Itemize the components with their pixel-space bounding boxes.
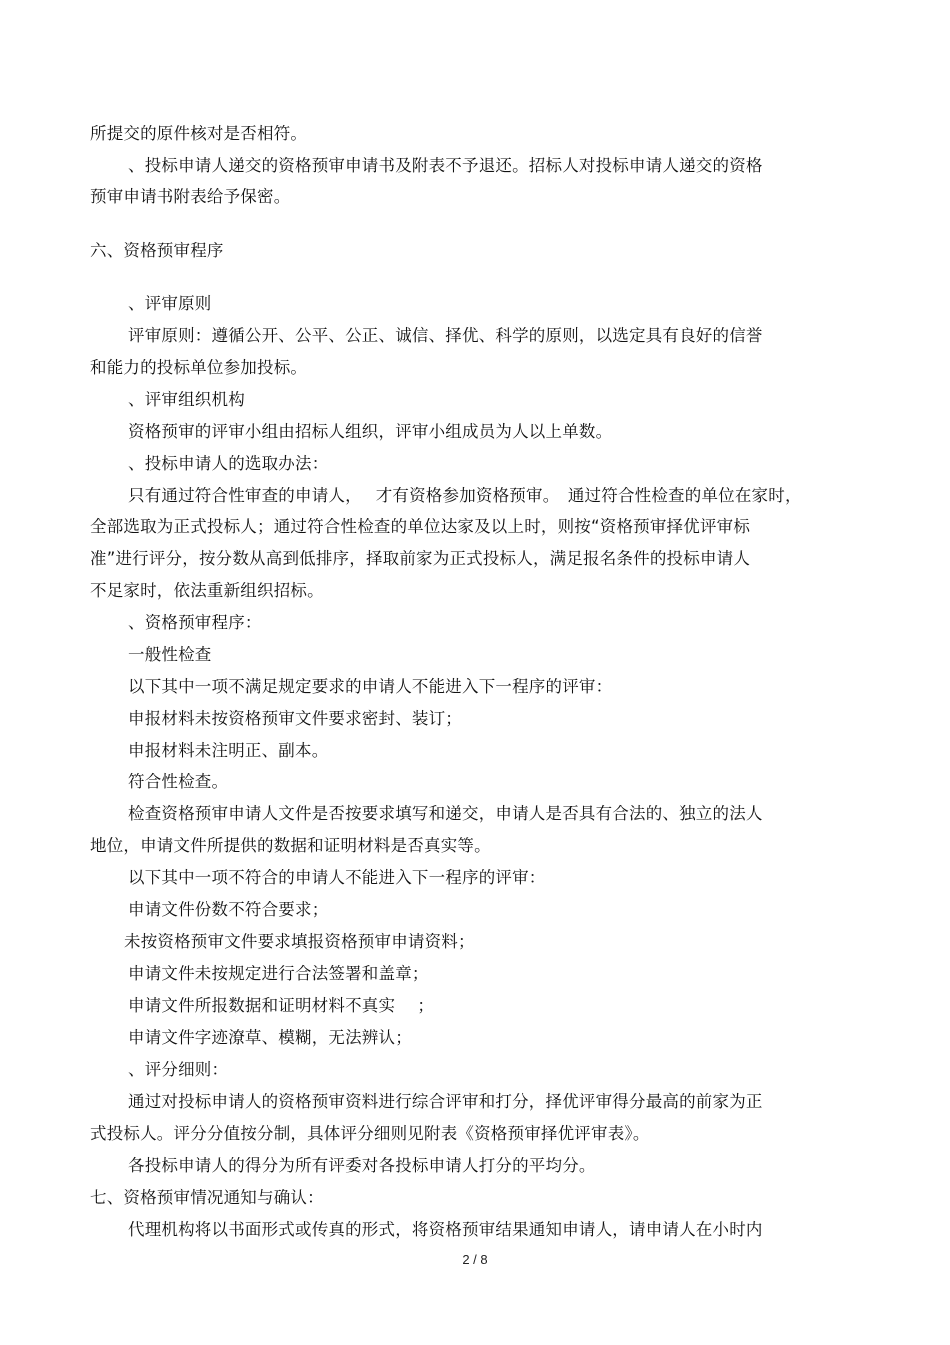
text-line: 一般性检查 [128,645,212,664]
text-line: 评审原则：遵循公开、公平、公正、诚信、择优、科学的原则，以选定具有良好的信誉 [128,326,763,345]
text-line: 只有通过符合性审查的申请人， 才有资格参加资格预审。 通过符合性检查的单位在家时， [128,486,802,505]
text-line: 所提交的原件核对是否相符。 [90,124,308,143]
text-line: 准”进行评分，按分数从高到低排序，择取前家为正式投标人，满足报名条件的投标申请人 [90,549,751,568]
text-line: 预审申请书附表给予保密。 [90,187,291,206]
text-line: 检查资格预审申请人文件是否按要求填写和递交，申请人是否具有合法的、独立的法人 [128,804,763,823]
text-line: 申请文件字迹潦草、模糊，无法辨认； [128,1028,412,1047]
page-number: 2 / 8 [462,1252,488,1267]
text-line: 各投标申请人的得分为所有评委对各投标申请人打分的平均分。 [128,1156,596,1175]
text-line: 和能力的投标单位参加投标。 [90,358,308,377]
text-line: 申请文件份数不符合要求； [128,900,329,919]
text-line: 申请文件未按规定进行合法签署和盖章； [128,964,429,983]
text-line: 不足家时，依法重新组织招标。 [90,581,324,600]
section-heading: 六、资格预审程序 [90,241,224,260]
text-line: 通过对投标申请人的资格预审资料进行综合评审和打分，择优评审得分最高的前家为正 [128,1092,763,1111]
section-heading: 七、资格预审情况通知与确认： [90,1188,324,1207]
text-line: 全部选取为正式投标人；通过符合性检查的单位达家及以上时，则按“资格预审择优评审标 [90,517,751,536]
text-line: 以下其中一项不符合的申请人不能进入下一程序的评审： [128,868,546,887]
text-line: 申报材料未注明正、副本。 [128,741,329,760]
text-line: 申报材料未按资格预审文件要求密封、装订； [128,709,462,728]
text-line: 资格预审的评审小组由招标人组织，评审小组成员为人以上单数。 [128,422,613,441]
subheading: 、评审原则 [128,294,212,313]
subheading: 、评分细则： [128,1060,229,1079]
text-line: 申请文件所报数据和证明材料不真实 ； [128,996,435,1015]
subheading: 、资格预审程序： [128,613,262,632]
text-line: 未按资格预审文件要求填报资格预审申请资料； [124,932,475,951]
subheading: 、投标申请人的选取办法： [128,454,329,473]
text-line: 符合性检查。 [128,772,229,791]
subheading: 、评审组织机构 [128,390,245,409]
text-line: 、投标申请人递交的资格预审申请书及附表不予退还。招标人对投标申请人递交的资格 [128,156,763,175]
text-line: 代理机构将以书面形式或传真的形式，将资格预审结果通知申请人，请申请人在小时内 [128,1220,763,1239]
text-line: 以下其中一项不满足规定要求的申请人不能进入下一程序的评审： [128,677,613,696]
text-line: 式投标人。评分分值按分制，具体评分细则见附表《资格预审择优评审表》。 [90,1124,650,1143]
text-line: 地位，申请文件所提供的数据和证明材料是否真实等。 [90,836,491,855]
